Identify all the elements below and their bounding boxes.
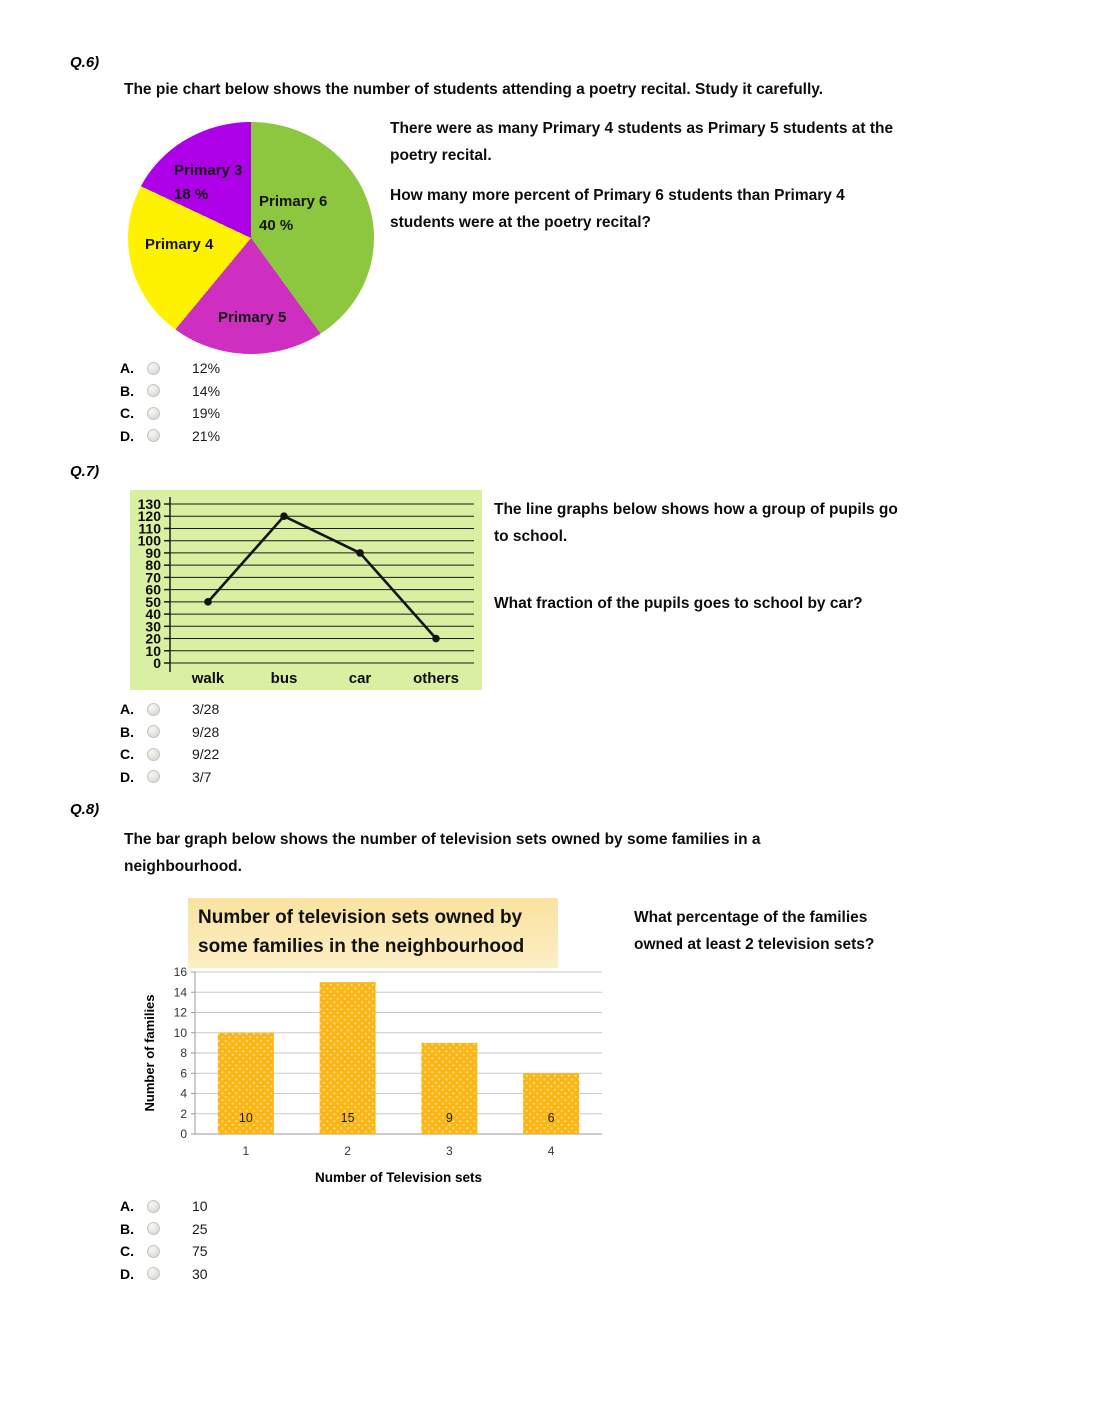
option-value: 21% [192,427,221,444]
radio-button[interactable] [147,384,160,397]
radio-button[interactable] [147,1200,160,1213]
option-letter: C. [120,746,134,762]
radio-button[interactable] [147,748,160,761]
bar-value-label: 10 [238,1111,253,1125]
q6-side-text-1: There were as many Primary 4 students as Primary 5 students at the poetry recital. [390,120,894,164]
option-value: 12% [192,360,221,376]
y-tick-label: 110 [138,520,161,537]
bar-chart [140,962,620,1197]
option-value: 25 [192,1220,208,1237]
bar-chart-title-line2: some families in the neighbourhood [198,936,525,957]
q8-side-text: What percentage of the families owned at least 2 television sets? [634,909,875,953]
y-tick-label: 20 [145,630,161,647]
option-value: 30 [192,1265,208,1282]
radio-button[interactable] [147,1267,160,1280]
x-tick-label: 2 [344,1144,351,1158]
x-tick-label: others [413,670,459,687]
bar-value-label: 15 [340,1111,355,1125]
x-axis-title: Number of Television sets [314,1170,483,1185]
y-tick-label: 6 [180,1066,187,1081]
pie-slice-label: Primary 6 40 % [259,193,328,234]
y-tick-label: 4 [180,1086,187,1101]
q6-label: Q.6) [70,54,100,71]
q8-label: Q.8) [70,801,100,818]
q7-side-text-2: What fraction of the pupils goes to school by car? [494,595,863,612]
radio-button[interactable] [147,1245,160,1258]
line-chart [130,490,482,690]
option-row [120,725,219,739]
y-tick-label: 10 [145,642,161,659]
option-letter: B. [120,382,134,399]
data-point [280,512,288,520]
option-letter: C. [120,405,134,421]
y-tick-label: 8 [180,1046,187,1060]
data-point [204,598,212,606]
option-letter: D. [120,768,134,785]
radio-button[interactable] [147,1222,160,1235]
radio-button[interactable] [147,407,160,420]
bar-chart-container [140,962,620,1202]
option-row [120,1244,208,1258]
q7-side-text-1: The line graphs below shows how a group of pupils go to school. [494,501,898,545]
y-tick-label: 10 [173,1025,187,1040]
y-tick-label: 130 [137,496,161,512]
radio-button[interactable] [147,362,160,375]
q7-options [120,702,219,784]
option-letter: D. [120,1265,134,1282]
bar-value-label: 9 [445,1111,453,1125]
x-tick-label: 4 [547,1144,555,1158]
q6-side-text-2: How many more percent of Primary 6 students than Primary 4 students were at the poetry recital? [390,187,845,231]
option-letter: C. [120,1243,134,1259]
option-letter: B. [120,1220,134,1237]
option-value: 3/28 [192,701,220,717]
y-tick-label: 0 [153,655,161,671]
q7-label: Q.7) [70,463,100,480]
y-tick-label: 50 [145,593,161,610]
option-letter: A. [120,701,134,717]
y-tick-label: 16 [173,965,187,979]
radio-button[interactable] [147,703,160,716]
bar-chart-title [188,898,558,968]
y-tick-label: 40 [145,606,161,623]
y-tick-label: 30 [145,618,161,635]
data-point [356,549,364,557]
option-letter: B. [120,723,134,740]
option-value: 9/28 [192,723,220,740]
option-row [120,361,220,375]
pie-slice-label: Primary 5 [218,309,287,326]
option-letter: A. [120,1198,134,1214]
pie-slice-label: Primary 3 18 % [174,162,243,203]
y-tick-label: 80 [145,557,161,574]
y-tick-label: 70 [145,569,161,586]
option-row [120,1199,208,1213]
y-tick-label: 90 [145,544,161,561]
radio-button[interactable] [147,770,160,783]
line-chart-container [130,490,482,695]
option-value: 9/22 [192,746,220,762]
x-tick-label: 3 [446,1144,453,1158]
q8-intro: The bar graph below shows the number of television sets owned by some families in a neighbourhood. [124,831,761,875]
x-tick-label: 1 [242,1144,250,1158]
q6-intro: The pie chart below shows the number of students attending a poetry recital. Study it carefully. [124,81,824,98]
option-value: 14% [192,382,221,399]
bar-chart-title-line1: Number of television sets owned by [198,907,523,928]
x-tick-label: walk [191,670,225,687]
option-letter: D. [120,427,134,444]
y-tick-label: 14 [173,985,187,1000]
radio-button[interactable] [147,429,160,442]
option-row [120,770,219,784]
y-tick-label: 2 [180,1106,187,1121]
option-value: 3/7 [192,768,212,785]
y-tick-label: 120 [137,508,161,525]
option-row [120,747,219,761]
option-row [120,406,220,420]
y-axis-title: Number of families [142,994,157,1112]
y-tick-label: 0 [180,1127,187,1141]
radio-button[interactable] [147,725,160,738]
option-row [120,1222,208,1236]
option-value: 75 [192,1243,208,1259]
bar-value-label: 6 [547,1111,555,1125]
pie-chart [128,122,374,354]
pie-slice-label: Primary 4 [145,236,214,253]
data-point [432,635,440,643]
option-row [120,384,220,398]
y-tick-label: 60 [145,581,161,598]
option-value: 19% [192,405,221,421]
q6-options [120,361,220,443]
y-tick-label: 100 [137,532,161,549]
y-tick-label: 12 [173,1005,187,1020]
option-letter: A. [120,360,134,376]
x-tick-label: bus [270,670,298,687]
pie-chart-container [128,122,374,354]
x-tick-label: car [348,670,372,687]
q8-options [120,1199,208,1281]
option-row [120,429,220,443]
option-value: 10 [192,1198,208,1214]
option-row [120,702,219,716]
option-row [120,1267,208,1281]
